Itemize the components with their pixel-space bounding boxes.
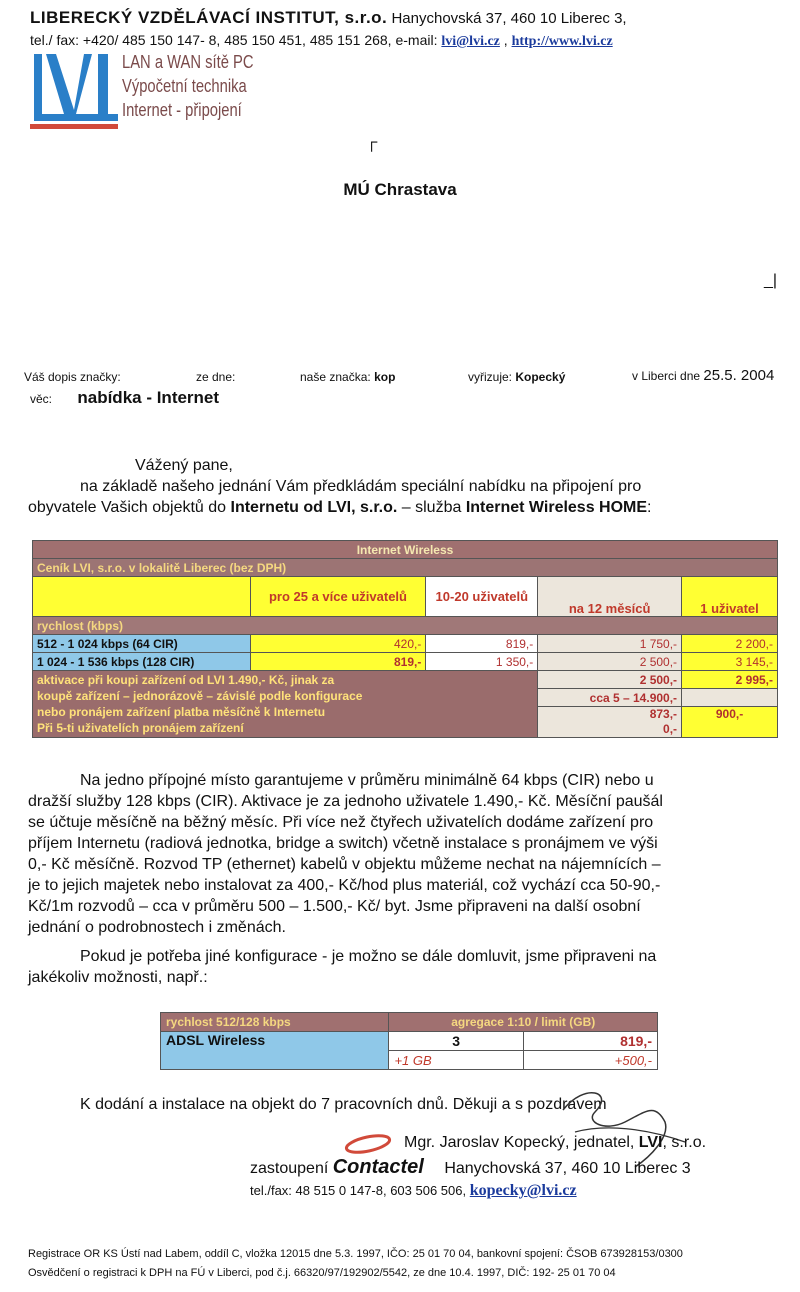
header-empty-cell [33,577,251,617]
paragraph-line: se účtuje měsíčně na běžný měsíc. Při více než čtyřech uživatelích dodáme zařízení pro [28,814,654,831]
price-cell: 1 750,- [538,635,682,653]
letterhead-line2 [30,32,613,50]
paragraph-line: Pokud je potřeba jiné konfigurace - je možno se dále domluvit, jsme připraveni na [80,948,657,965]
closing-line: K dodání a instalace na objekt do 7 pracovních dnů. Děkuji a s pozdravem [80,1096,607,1113]
body-paragraph-1 [28,770,788,938]
contactel-logo-text: Contactel [332,1156,424,1178]
lvi-logo [30,52,290,132]
logo-line-1: LAN a WAN sítě PC [122,52,254,72]
note-line: nebo pronájem zařízení platba měsíčně k Internetu [37,705,326,719]
letterhead-line1 [30,8,627,28]
separator: , [503,32,508,48]
email-link[interactable]: lvi@lvi.cz [441,34,500,49]
place-date [632,367,774,384]
empty-cell [682,689,778,707]
address-window-corner-mark: ┌ [366,134,378,151]
rental-price-value: 0,- [663,722,678,736]
intro-line-2 [28,497,652,518]
date-label: ze dne: [196,370,236,384]
col-header-12-months: na 12 měsíců [538,577,682,617]
subject-label: věc: [30,392,53,406]
signatory-contacts [250,1182,577,1200]
logo-line-2: Výpočetní technika [122,76,247,96]
adsl-table [160,1012,658,1070]
rental-price-1-user: 900,- [682,707,778,738]
price-table [32,540,778,738]
equipment-price: cca 5 – 14.900,- [538,689,682,707]
paragraph-line: Na jedno přípojné místo garantujeme v průměru minimálně 64 kbps (CIR) nebo u [80,772,654,789]
price-table-title: Internet Wireless [33,541,778,559]
adsl-header-aggregation: agregace 1:10 / limit (GB) [389,1013,658,1032]
our-reference [300,370,395,384]
adsl-header-speed: rychlost 512/128 kbps [161,1013,389,1032]
price-cell: 819,- [250,653,426,671]
price-cell: 420,- [250,635,426,653]
paragraph-line: je to jejich majetek nebo instalovat za 400,- Kč/hod plus materiál, což vychází cca 50-90,- [28,877,661,894]
representation-label: zastoupení [250,1160,329,1177]
signatory-address: Hanychovská 37, 460 10 Liberec 3 [444,1160,691,1177]
speed-label: rychlost (kbps) [33,617,778,635]
activation-notes [33,671,538,738]
activation-price: 2 500,- [538,671,682,689]
logo-line-3: Internet - připojení [122,100,242,120]
salutation: Vážený pane, [135,457,233,474]
paragraph-line: dražší služby 128 kbps (CIR). Aktivace je za jednoho uživatele 1.490,- Kč. Měsíční paušál [28,793,663,810]
signatory-org-suffix: , s.r.o. [662,1134,707,1151]
paragraph-line: Kč/1m rozvodů – cca v průměru 500 – 1.500,- Kč/ byt. Jsme připraveni na další osobní [28,898,641,915]
organization-address: Hanychovská 37, 460 10 Liberec 3, [391,10,627,27]
lvi-logo-mark [30,52,120,132]
rental-price-value: 873,- [649,707,678,721]
paragraph-line: jakékoliv možnosti, např.: [28,969,208,986]
adsl-extra-price: +500,- [523,1051,657,1070]
intro-emphasis: Internetu od LVI, s.r.o. [230,499,398,516]
signatory [404,1134,706,1152]
price-cell: 3 145,- [682,653,778,671]
our-reference-label: naše značka: [300,370,371,384]
subject-text: nabídka - Internet [77,388,220,407]
place-date-label: v Liberci dne [632,369,701,383]
subject-line [30,388,219,408]
handled-by-label: vyřizuje: [468,370,513,384]
price-cell: 819,- [426,635,538,653]
body-paragraph-2 [28,946,788,988]
signatory-email-link[interactable]: kopecky@lvi.cz [469,1182,577,1199]
price-cell: 1 350,- [426,653,538,671]
paragraph-line: příjem Internetu (radiová jednotka, bridge a switch) včetně instalace s pronájmem ve výši [28,835,658,852]
handled-by-value: Kopecký [515,370,566,384]
adsl-price: 819,- [523,1032,657,1051]
note-line: aktivace při koupi zařízení od LVI 1.490,- Kč, jinak za [37,673,335,687]
adsl-aggregation: 3 [389,1032,523,1051]
col-header-25plus: pro 25 a více uživatelů [250,577,426,617]
representation-line [250,1156,691,1179]
addressee: MÚ Chrastava [343,180,457,199]
intro-text: obyvatele Vašich objektů do [28,499,231,516]
intro-text: – služba [397,499,466,516]
paragraph-line: jednání o podrobnostech i změnách. [28,919,286,936]
address-window-corner-mark: _| [764,272,778,289]
paragraph-line: 0,- Kč měsíčně. Rozvod TP (ethernet) kabelů v objektu můžeme nechat na nájemnících – [28,856,661,873]
adsl-extra-gb: +1 GB [389,1051,523,1070]
letter-date: 25.5. 2004 [703,367,775,384]
signatory-phones: tel./fax: 48 515 0 147-8, 603 506 506, [250,1183,467,1198]
service-name: Internet Wireless HOME [465,499,648,516]
signatory-name: Mgr. Jaroslav Kopecký, jednatel, [404,1134,639,1151]
footer-vat-registration: Osvědčení o registraci k DPH na FÚ v Liberci, pod č.j. 66320/97/192902/5542, ze dne 10.4. 1997, DIČ: 192- 25 01 70 04 [28,1267,616,1279]
row-label: 512 - 1 024 kbps (64 CIR) [33,635,251,653]
price-cell: 2 500,- [538,653,682,671]
activation-price-1-user: 2 995,- [682,671,778,689]
contactel-logo-icon [344,1132,394,1156]
footer-registration: Registrace OR KS Ústí nad Labem, oddíl C, vložka 12015 dne 5.3. 1997, IČO: 25 01 70 04, bankovní spojení: ČSOB 673928153/0300 [28,1248,683,1260]
web-link[interactable]: http://www.lvi.cz [511,34,613,49]
intro-line-1: na základě našeho jednání Vám předkládám speciální nabídku na připojení pro [80,478,642,495]
col-header-10-20: 10-20 uživatelů [426,577,538,617]
organization-name: LIBERECKÝ VZDĚLÁVACÍ INSTITUT, s.r.o. [30,8,388,27]
note-line: Při 5-ti uživatelích pronájem zařízení [37,721,244,735]
rental-price [538,707,682,738]
intro-text: : [647,499,652,516]
your-reference-label: Váš dopis značky: [24,370,121,384]
col-header-1-user: 1 uživatel [682,577,778,617]
price-cell: 2 200,- [682,635,778,653]
price-table-caption: Ceník LVI, s.r.o. v lokalitě Liberec (bez DPH) [33,559,778,577]
signatory-org: LVI [638,1134,663,1151]
note-line: koupě zařízení – jednorázově – závislé podle konfigurace [37,689,363,703]
row-label: 1 024 - 1 536 kbps (128 CIR) [33,653,251,671]
our-reference-value: kop [374,370,396,384]
handled-by [468,370,565,384]
contact-phones: tel./ fax: +420/ 485 150 147- 8, 485 150 451, 485 151 268, e-mail: [30,32,438,48]
adsl-service-name: ADSL Wireless [161,1032,389,1070]
